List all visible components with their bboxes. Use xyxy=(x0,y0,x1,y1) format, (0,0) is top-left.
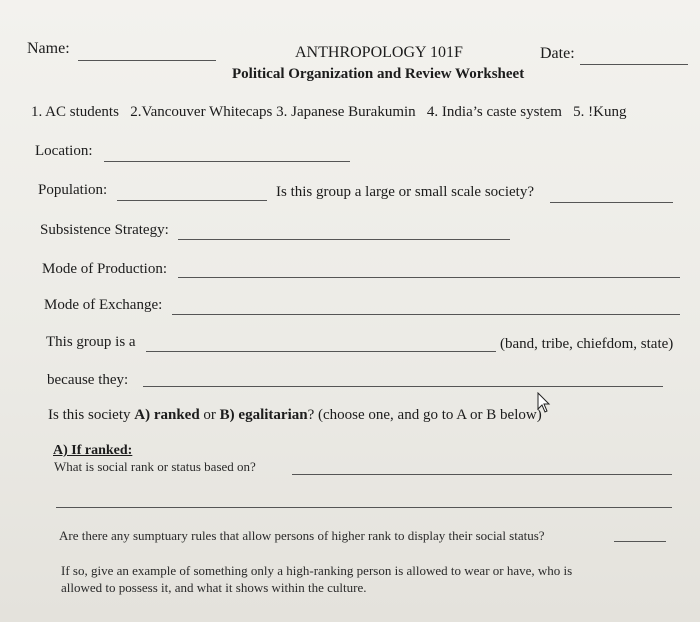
section-a-heading: A) If ranked: xyxy=(53,443,133,458)
location-line[interactable] xyxy=(104,161,350,162)
group-item: 1. AC students xyxy=(31,104,119,120)
population-line[interactable] xyxy=(117,200,267,201)
location-label: Location: xyxy=(35,143,93,159)
worksheet-subtitle: Political Organization and Review Worksheet xyxy=(232,66,525,82)
date-label: Date: xyxy=(540,45,575,62)
option-egalitarian: B) egalitarian xyxy=(219,407,308,423)
exchange-label: Mode of Exchange: xyxy=(44,297,163,313)
rank-basis-line[interactable] xyxy=(292,474,672,475)
option-ranked: A) ranked xyxy=(134,407,200,423)
because-line[interactable] xyxy=(143,386,663,387)
sumptuary-question: Are there any sumptuary rules that allow persons of higher rank to display their social status? xyxy=(59,528,545,543)
group-item: 3. Japanese Burakumin xyxy=(276,104,416,120)
group-item: 4. India’s caste system xyxy=(426,104,562,120)
example-question-line1: If so, give an example of something only a high-ranking person is allowed to wear or have, who is xyxy=(61,563,573,578)
exchange-line[interactable] xyxy=(172,314,680,315)
name-line[interactable] xyxy=(78,60,216,61)
example-question-line2: allowed to possess it, and what it shows within the culture. xyxy=(61,580,367,595)
ranked-question: Is this society A) ranked or B) egalitarian? (choose one, and go to A or B below) xyxy=(48,407,542,423)
group-list xyxy=(31,104,626,121)
rank-basis-line-2[interactable] xyxy=(56,507,672,508)
scale-question: Is this group a large or small scale society? xyxy=(276,184,534,200)
group-type-options: (band, tribe, chiefdom, state) xyxy=(500,336,674,352)
scale-line[interactable] xyxy=(550,202,673,203)
group-item: 5. !Kung xyxy=(573,104,627,120)
sumptuary-line[interactable] xyxy=(614,541,666,542)
because-label: because they: xyxy=(47,372,129,388)
subsistence-line[interactable] xyxy=(178,239,510,240)
subsistence-label: Subsistence Strategy: xyxy=(40,222,169,238)
mouse-pointer-icon xyxy=(537,392,551,414)
production-label: Mode of Production: xyxy=(42,261,167,277)
rank-basis-question: What is social rank or status based on? xyxy=(54,459,256,474)
date-line[interactable] xyxy=(580,64,688,65)
name-label: Name: xyxy=(27,40,70,57)
population-label: Population: xyxy=(38,182,108,198)
group-type-line[interactable] xyxy=(146,351,496,352)
group-item: 2.Vancouver Whitecaps xyxy=(130,104,273,120)
course-title: ANTHROPOLOGY 101F xyxy=(295,44,463,61)
production-line[interactable] xyxy=(178,277,680,278)
group-type-label: This group is a xyxy=(46,334,136,350)
